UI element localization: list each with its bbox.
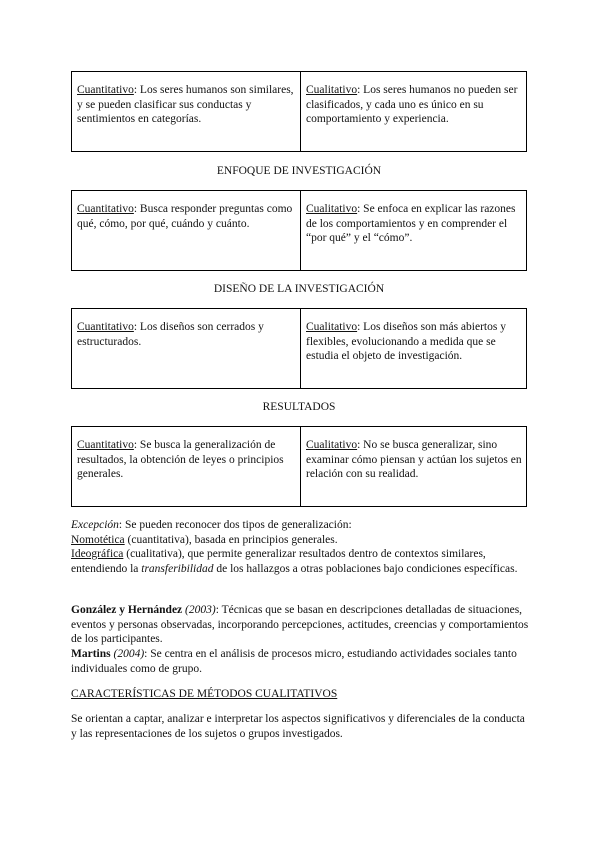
gonzalez-text: : Técnicas que se basan en descripciones detalladas de situaciones, eventos y personas observadas, incorporando percepciones, actitudes, creencias y comportamientos de los participantes. <box>71 604 529 645</box>
heading-resultados: RESULTADOS <box>262 401 336 413</box>
caracteristicas-text: Se orientan a captar, analizar e interpretar los aspectos significativos y diferenciales de la conducta y las representaciones de los sujetos o grupos investigados. <box>71 713 525 740</box>
ideografica-italic: transferibilidad <box>141 562 214 575</box>
excepcion-line <box>71 518 531 533</box>
qualitative-cell <box>300 427 528 506</box>
qualitative-cell <box>300 72 528 151</box>
caracteristicas-title: CARACTERÍSTICAS DE MÉTODOS CUALITATIVOS <box>71 688 338 700</box>
qualitative-text: : Los diseños son más abiertos y flexibles, evolucionando a medida que se estudia el objeto de investigación. <box>306 321 506 362</box>
gonzalez-author: González y Hernández <box>71 604 183 616</box>
quantitative-label: Cuantitativo <box>77 84 134 96</box>
nomotetica-label: Nomotética <box>71 533 125 546</box>
comparison-table-naturaleza <box>71 71 527 152</box>
ideografica-line <box>71 547 531 576</box>
comparison-table-enfoque <box>71 190 527 271</box>
quantitative-cell <box>72 72 300 151</box>
excepcion-label: Excepción <box>71 519 119 531</box>
heading-diseno: DISEÑO DE LA INVESTIGACIÓN <box>213 283 385 295</box>
quantitative-text: : Se busca la generalización de resultados, la obtención de leyes o principios generales. <box>77 439 284 480</box>
quantitative-cell <box>72 191 300 270</box>
gonzalez-year: (2003) <box>182 604 216 616</box>
gonzalez-paragraph <box>71 603 531 647</box>
ideografica-label: Ideográfica <box>71 548 124 560</box>
martins-author: Martins <box>71 648 111 660</box>
qualitative-cell <box>300 309 528 388</box>
nomotetica-text: (cuantitativa), basada en principios generales. <box>124 533 338 546</box>
ideografica-text2: de los hallazgos a otras poblaciones bajo condiciones específicas. <box>213 562 518 575</box>
nomotetica-line <box>71 533 531 548</box>
ideografica-text: (cualitativa), que permite generalizar resultados dentro de contextos similares, entendiendo la <box>71 548 486 575</box>
martins-paragraph <box>71 647 531 676</box>
martins-year: (2004) <box>110 648 145 660</box>
qualitative-text: : Los seres humanos no pueden ser clasificados, y cada uno es único en su comportamiento y experiencia. <box>306 84 518 125</box>
excepcion-text: : Se pueden reconocer dos tipos de generalización: <box>118 519 352 531</box>
quantitative-label: Cuantitativo <box>77 203 134 215</box>
quantitative-cell <box>72 427 300 506</box>
quantitative-label: Cuantitativo <box>77 321 134 333</box>
qualitative-text: : Se enfoca en explicar las razones de los comportamientos y en comprender el “por qué” y el “cómo”. <box>306 203 516 244</box>
quantitative-text: : Los seres humanos son similares, y se pueden clasificar sus conductas y sentimientos en categorías. <box>77 84 294 125</box>
quantitative-text: : Busca responder preguntas como qué, cómo, por qué, cuándo y cuánto. <box>77 203 293 230</box>
qualitative-label: Cualitativo <box>306 439 358 451</box>
excepcion-paragraph <box>71 518 531 576</box>
qualitative-label: Cualitativo <box>306 321 358 333</box>
quantitative-label: Cuantitativo <box>77 439 134 451</box>
qualitative-cell <box>300 191 528 270</box>
comparison-table-diseno <box>71 308 527 389</box>
quantitative-text: : Los diseños son cerrados y estructurados. <box>77 321 264 348</box>
qualitative-label: Cualitativo <box>306 84 358 96</box>
quantitative-cell <box>72 309 300 388</box>
heading-enfoque: ENFOQUE DE INVESTIGACIÓN <box>216 165 382 177</box>
qualitative-label: Cualitativo <box>306 203 358 215</box>
comparison-table-resultados <box>71 426 527 507</box>
martins-text: : Se centra en el análisis de procesos micro, estudiando actividades sociales tanto individuales como de grupo. <box>71 648 517 675</box>
qualitative-text: : No se busca generalizar, sino examinar cómo piensan y actúan los sujetos en relación con su realidad. <box>306 439 522 480</box>
